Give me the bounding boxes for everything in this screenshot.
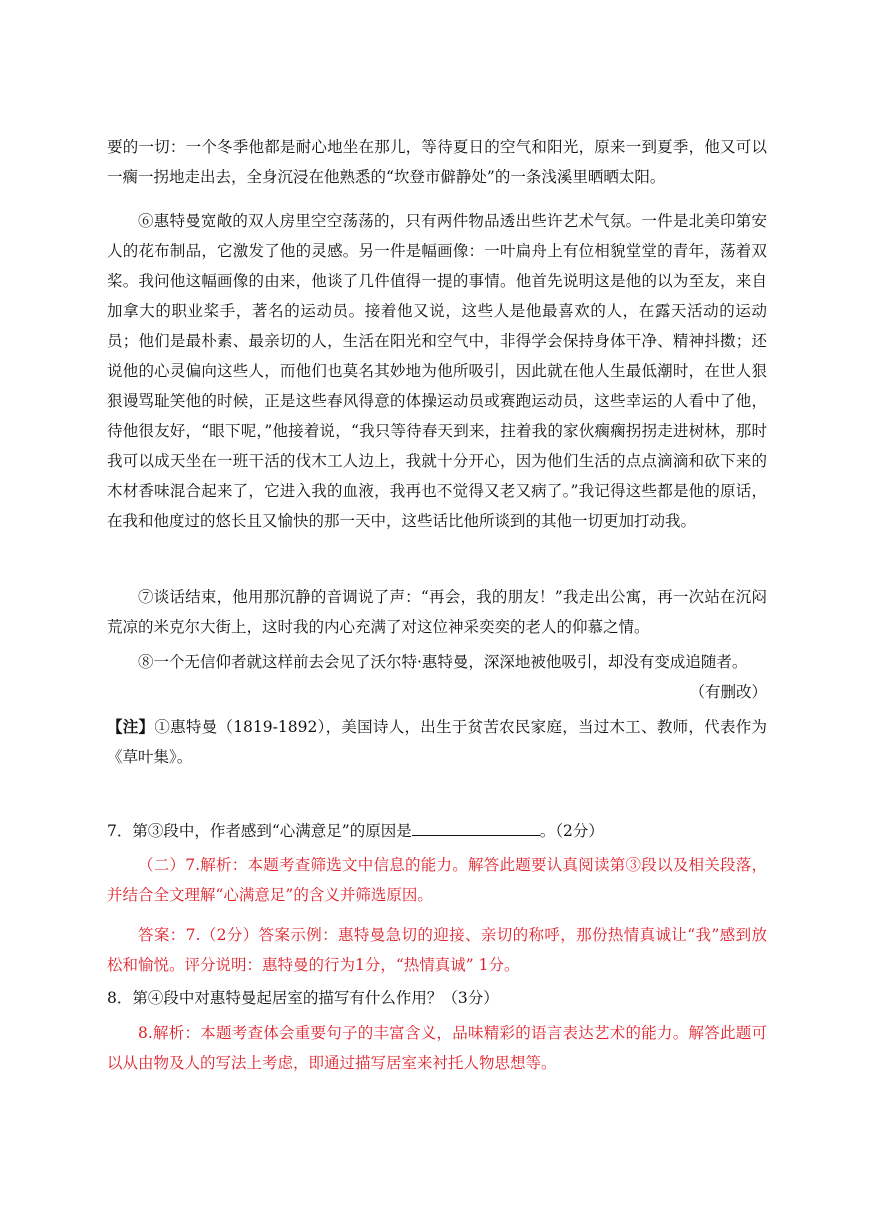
paragraph-8: ⑧一个无信仰者就这样前去会见了沃尔特·惠特曼，深深地被他吸引，却没有变成追随者。 (138, 653, 748, 671)
question-7-analysis: （二）7.解析：本题考查筛选文中信息的能力。解答此题要认真阅读第③段以及相关段落，并结合全文理解“心满意足”的含义并筛选原因。 (107, 856, 767, 904)
question-7 (107, 816, 767, 846)
footnote-label: 【注】 (107, 717, 155, 736)
footnote (107, 712, 767, 772)
question-7-score: 。（2分） (539, 822, 604, 840)
question-8: 8．第④段中对惠特曼起居室的描写有什么作用？（3分） (107, 989, 499, 1007)
footnote-text: ①惠特曼（1819-1892），美国诗人，出生于贫苦农民家庭，当过木工、教师，代表作为《草叶集》。 (107, 718, 767, 766)
question-7-answer: 答案：7.（2分）答案示例：惠特曼急切的迎接、亲切的称呼，那份热情真诚让“我”感到放松和愉悦。评分说明：惠特曼的行为1分，“热情真诚” 1分。 (107, 926, 767, 974)
source-note: （有删改） (689, 683, 767, 701)
paragraph-continued: 要的一切：一个冬季他都是耐心地坐在那儿，等待夏日的空气和阳光，原来一到夏季，他又可以一瘸一拐地走出去，全身沉浸在他熟悉的“坎登市僻静处”的一条浅溪里晒晒太阳。 (107, 138, 767, 186)
question-7-text: 7．第③段中，作者感到“心满意足”的原因是 (107, 822, 412, 840)
question-8-analysis: 8.解析：本题考查体会重要句子的丰富含义，品味精彩的语言表达艺术的能力。解答此题可以从由物及人的写法上考虑，即通过描写居室来衬托人物思想等。 (107, 1024, 767, 1072)
answer-blank (412, 821, 540, 836)
paragraph-6: ⑥惠特曼宽敞的双人房里空空荡荡的，只有两件物品透出些许艺术气氛。一件是北美印第安人的花布制品，它激发了他的灵感。另一件是幅画像：一叶扁舟上有位相貌堂堂的青年，荡着双桨。我问他这幅画像的由来，他谈了几件值得一提的事情。他首先说明这是他的以为至友，来自加拿大的职业桨手，著名的运动员。接着他又说，这些人是他最喜欢的人，在露天活动的运动员；他们是最朴素、最亲切的人，生活在阳光和空气中，非得学会保持身体干净、精神抖擞；还说他的心灵偏向这些人，而他们也莫名其妙地为他所吸引，因此就在他人生最低潮时，在世人狠狠谩骂耻笑他的时候，正是这些春风得意的体操运动员或赛跑运动员，这些幸运的人看中了他，待他很友好，“眼下呢，”他接着说，“我只等待春天到来，拄着我的家伙瘸瘸拐拐走进树林，那时我可以成天坐在一班干活的伐木工人边上，我就十分开心，因为他们生活的点点滴滴和砍下来的木材香味混合起来了，它进入我的血液，我再也不觉得又老又病了。”我记得这些都是他的原话，在我和他度过的悠长且又愉快的那一天中，这些话比他所谈到的其他一切更加打动我。 (107, 212, 767, 530)
paragraph-7: ⑦谈话结束，他用那沉静的音调说了声：“再会，我的朋友！”我走出公寓，再一次站在沉闷荒凉的米克尔大街上，这时我的内心充满了对这位神采奕奕的老人的仰慕之情。 (107, 588, 767, 636)
